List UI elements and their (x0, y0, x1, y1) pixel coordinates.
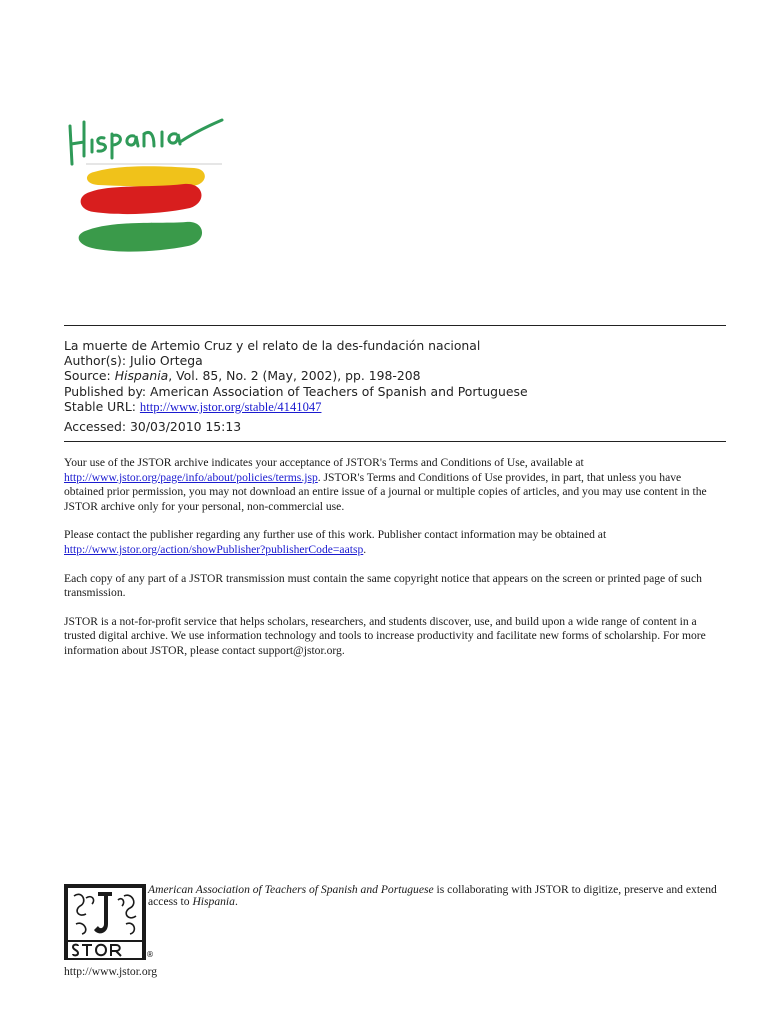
publisher-contact-link[interactable]: http://www.jstor.org/action/showPublisher?publisherCode=aatsp (64, 542, 364, 556)
terms-paragraph-1: Your use of the JSTOR archive indicates your acceptance of JSTOR's Terms and Conditions of Use, available at http://www.jstor.org/page/info/about/policies/terms.jsp. JSTOR's Terms and Conditions of Use provides, in part, that unless you have obtained prior permission, you may not download an entire issue of a journal or multiple copies of articles, and you may use content in the JSTOR archive only for your personal, non-commercial use. (64, 456, 707, 513)
jstor-logo (64, 884, 146, 960)
hispania-logo (62, 112, 228, 272)
terms-paragraph-2: Please contact the publisher regarding any further use of this work. Publisher contact information may be obtained at http://www.jstor.org/action/showPublisher?publisherCode=aatsp. (64, 528, 607, 556)
top-rule (64, 325, 726, 326)
collaboration-notice: American Association of Teachers of Spanish and Portuguese is collaborating with JSTOR to digitize, preserve and extend access to Hispania. (148, 883, 717, 909)
jstor-url[interactable]: http://www.jstor.org (64, 965, 158, 978)
publisher-line: Published by: American Association of Teachers of Spanish and Portuguese (64, 383, 528, 399)
stable-url-line: Stable URL: http://www.jstor.org/stable/4141047 (64, 398, 322, 414)
red-stripe (81, 184, 202, 214)
terms-link[interactable]: http://www.jstor.org/page/info/about/policies/terms.jsp (64, 470, 318, 484)
terms-paragraph-3: Each copy of any part of a JSTOR transmission must contain the same copyright notice that appears on the screen or printed page of such transmission. (64, 571, 702, 600)
authors-line: Author(s): Julio Ortega (64, 353, 203, 369)
article-metadata (64, 338, 726, 434)
terms-paragraph-4: JSTOR is a not-for-profit service that helps scholars, researchers, and students discover, use, and build upon a wide range of content in a trusted digital archive. We use information technology and tools to increase productivity and facilitate new forms of scholarship. For more information about JSTOR, please contact support@jstor.org. (64, 614, 706, 657)
stable-url-link[interactable]: http://www.jstor.org/stable/4141047 (139, 399, 322, 414)
hispania-wordmark (70, 120, 222, 164)
source-line: Source: Hispania, Vol. 85, No. 2 (May, 2002), pp. 198-208 (64, 368, 421, 384)
accessed-line: Accessed: 30/03/2010 15:13 (64, 419, 242, 435)
yellow-stripe (87, 166, 205, 187)
green-stripe (79, 222, 202, 252)
bottom-rule (64, 441, 726, 442)
article-title: La muerte de Artemio Cruz y el relato de la des-fundación nacional (64, 338, 481, 353)
registered-mark: ® (146, 950, 154, 959)
terms-of-use (64, 456, 724, 673)
